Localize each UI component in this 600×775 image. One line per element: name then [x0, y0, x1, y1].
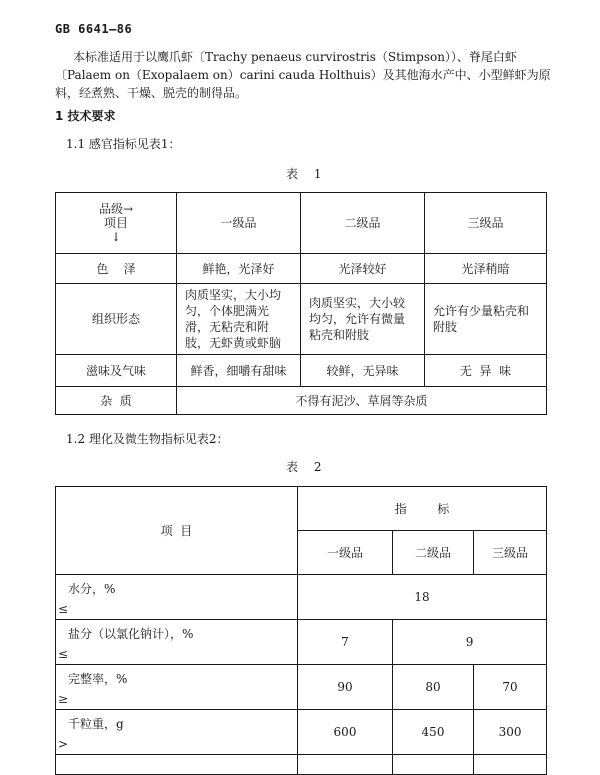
grade-2-value: 较鲜，无异味 [301, 355, 425, 387]
comparison-symbol: ≥ [58, 692, 69, 706]
standard-code: GB 6641—86 [55, 22, 133, 36]
grade-3-value: 300 [474, 710, 547, 755]
grade-1-header: 一级品 [177, 193, 301, 254]
comparison-symbol: ≤ [58, 647, 69, 661]
table-row [56, 254, 547, 284]
table1-caption: 表 1 [286, 167, 328, 181]
grade-2-header: 二级品 [393, 531, 474, 575]
clause-1-2: 1.2 理化及微生物指标见表2： [66, 432, 229, 446]
continued-cell [56, 755, 298, 775]
row-item-cell [56, 665, 298, 710]
grade-2-header: 二级品 [301, 193, 425, 254]
grade-2-value: 80 [393, 665, 474, 710]
table-row [56, 355, 547, 387]
continued-cell [298, 755, 393, 775]
intro-paragraph [55, 48, 550, 102]
grade-1-value: 600 [298, 710, 393, 755]
comparison-symbol: > [58, 737, 69, 751]
grade-3-value: 无 异 味 [425, 355, 547, 387]
row-item: 盐分（以氯化钠计），% [68, 627, 194, 641]
grade-1-value: 7 [298, 620, 393, 665]
table-row [56, 710, 547, 755]
section-title-technical-requirements: 1 技术要求 [55, 109, 116, 123]
clause-1-1: 1.1 感官指标见表1： [66, 137, 181, 151]
continued-cell [393, 755, 474, 775]
table-row [56, 620, 547, 665]
sensory-indicators-table [55, 192, 547, 415]
row-item-cell [56, 620, 298, 665]
intro-line-2: 〔Palaem on（Exopalaem on）carini cauda Holthuis）及其他海水产中、小型鲜虾为原 [55, 68, 551, 82]
grade-2-value: 光泽较好 [301, 254, 425, 284]
row-item-cell [56, 710, 298, 755]
grade-2-3-value: 9 [393, 620, 547, 665]
table-row [56, 284, 547, 355]
table-row [56, 575, 547, 620]
item-label: 项目 [103, 216, 128, 230]
intro-line-1: 本标准适用于以鹰爪虾〔Trachy penaeus curvirostris（Stimpson））、脊尾白虾 [73, 50, 517, 64]
row-item: 水分，% [68, 582, 116, 596]
intro-line-3: 料，经煮熟、干燥、脱壳的制得品。 [55, 86, 248, 100]
grade-1-value: 肉质坚实，大小均匀，个体肥满光滑，无粘壳和附肢，无虾黄或虾脑 [177, 284, 301, 355]
grade-item-header-cell [56, 193, 177, 254]
grade-1-header: 一级品 [298, 531, 393, 575]
comparison-symbol: ≤ [58, 602, 69, 616]
row-item: 完整率，% [68, 672, 128, 686]
merged-value: 18 [298, 575, 547, 620]
grade-2-value: 肉质坚实，大小较均匀，允许有微量粘壳和附肢 [301, 284, 425, 355]
indicator-header: 指 标 [298, 487, 547, 531]
table-row [56, 665, 547, 710]
table2-header-row-1 [56, 487, 547, 531]
row-item: 滋味及气味 [56, 355, 177, 387]
physicochemical-indicators-table [55, 486, 547, 775]
grade-3-value: 允许有少量粘壳和附肢 [425, 284, 547, 355]
item-header: 项 目 [56, 487, 298, 575]
grade-label: 品级→ [98, 202, 134, 216]
grade-1-value: 鲜艳，光泽好 [177, 254, 301, 284]
merged-value: 不得有泥沙、草屑等杂质 [177, 387, 547, 415]
grade-3-header: 三级品 [474, 531, 547, 575]
row-item: 色 泽 [56, 254, 177, 284]
table-row-continued [56, 755, 547, 775]
grade-1-value: 90 [298, 665, 393, 710]
arrow-down-icon: ↓ [110, 230, 122, 244]
table-row [56, 387, 547, 415]
grade-2-value: 450 [393, 710, 474, 755]
row-item: 千粒重，g [68, 717, 124, 731]
grade-1-value: 鲜香，细嚼有甜味 [177, 355, 301, 387]
table1-header-row [56, 193, 547, 254]
row-item: 组织形态 [56, 284, 177, 355]
continued-cell [474, 755, 547, 775]
row-item-cell [56, 575, 298, 620]
row-item: 杂 质 [56, 387, 177, 415]
grade-3-header: 三级品 [425, 193, 547, 254]
grade-3-value: 70 [474, 665, 547, 710]
grade-3-value: 光泽稍暗 [425, 254, 547, 284]
table2-caption: 表 2 [286, 460, 328, 474]
